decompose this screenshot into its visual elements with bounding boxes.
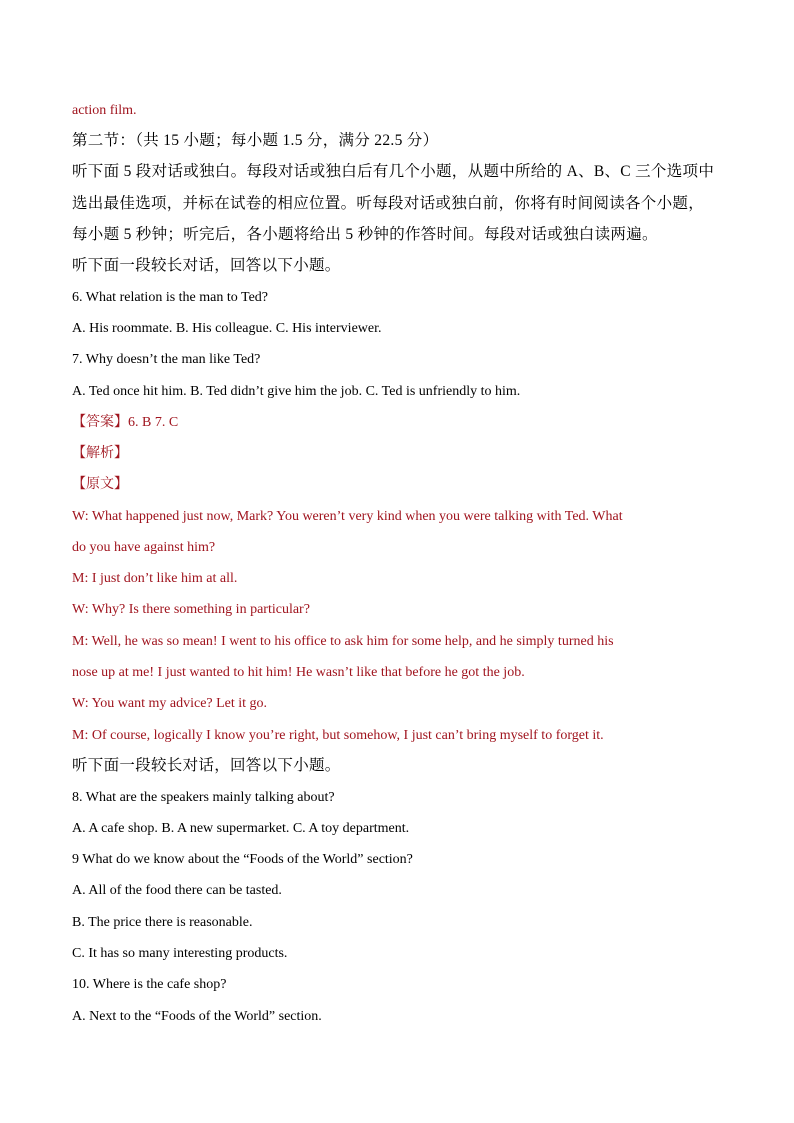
analysis-label: 【解析】 xyxy=(72,446,128,461)
dialogue-intro-2: 听下面一段较长对话，回答以下小题。 xyxy=(72,757,341,774)
transcript-line-1: W: What happened just now, Mark? You weren’t very kind when you were talking with Ted. What xyxy=(72,509,623,524)
question-10-option-a: A. Next to the “Foods of the World” section. xyxy=(72,1009,322,1024)
transcript-line-5: M: Well, he was so mean! I went to his office to ask him for some help, and he simply turned his xyxy=(72,634,614,649)
question-6-options: A. His roommate. B. His colleague. C. His interviewer. xyxy=(72,321,382,336)
question-9-option-b: B. The price there is reasonable. xyxy=(72,915,253,930)
question-6: 6. What relation is the man to Ted? xyxy=(72,290,269,305)
instruction-line-2: 选出最佳选项，并标在试卷的相应位置。听每段对话或独白前，你将有时间阅读各个小题， xyxy=(72,195,705,212)
section-two-heading: 第二节：（共 15 小题；每小题 1.5 分，满分 22.5 分） xyxy=(72,132,439,149)
question-8: 8. What are the speakers mainly talking about? xyxy=(72,790,335,805)
question-7: 7. Why doesn’t the man like Ted? xyxy=(72,352,261,367)
transcript-line-4: W: Why? Is there something in particular? xyxy=(72,602,310,617)
transcript-line-8: M: Of course, logically I know you’re right, but somehow, I just can’t bring myself to forget it. xyxy=(72,728,604,743)
transcript-line-2: do you have against him? xyxy=(72,540,216,555)
transcript-label: 【原文】 xyxy=(72,477,128,492)
question-7-options: A. Ted once hit him. B. Ted didn’t give him the job. C. Ted is unfriendly to him. xyxy=(72,384,521,399)
transcript-line-7: W: You want my advice? Let it go. xyxy=(72,696,268,711)
instruction-line-3: 每小题 5 秒钟；听完后，各小题将给出 5 秒钟的作答时间。每段对话或独白读两遍。 xyxy=(72,226,658,243)
transcript-line-3: M: I just don’t like him at all. xyxy=(72,571,238,586)
question-10: 10. Where is the cafe shop? xyxy=(72,977,227,992)
question-9-option-a: A. All of the food there can be tasted. xyxy=(72,883,282,898)
question-9-option-c: C. It has so many interesting products. xyxy=(72,946,288,961)
text-line-action-film: action film. xyxy=(72,103,137,118)
instruction-line-1: 听下面 5 段对话或独白。每段对话或独白后有几个小题，从题中所给的 A、B、C 三个选项中 xyxy=(72,163,715,180)
transcript-line-6: nose up at me! I just wanted to hit him! He wasn’t like that before he got the job. xyxy=(72,665,525,680)
question-8-options: A. A cafe shop. B. A new supermarket. C. A toy department. xyxy=(72,821,410,836)
dialogue-intro-1: 听下面一段较长对话，回答以下小题。 xyxy=(72,257,341,274)
answer-label: 【答案】6. B 7. C xyxy=(72,415,179,430)
question-9: 9 What do we know about the “Foods of the World” section? xyxy=(72,852,413,867)
